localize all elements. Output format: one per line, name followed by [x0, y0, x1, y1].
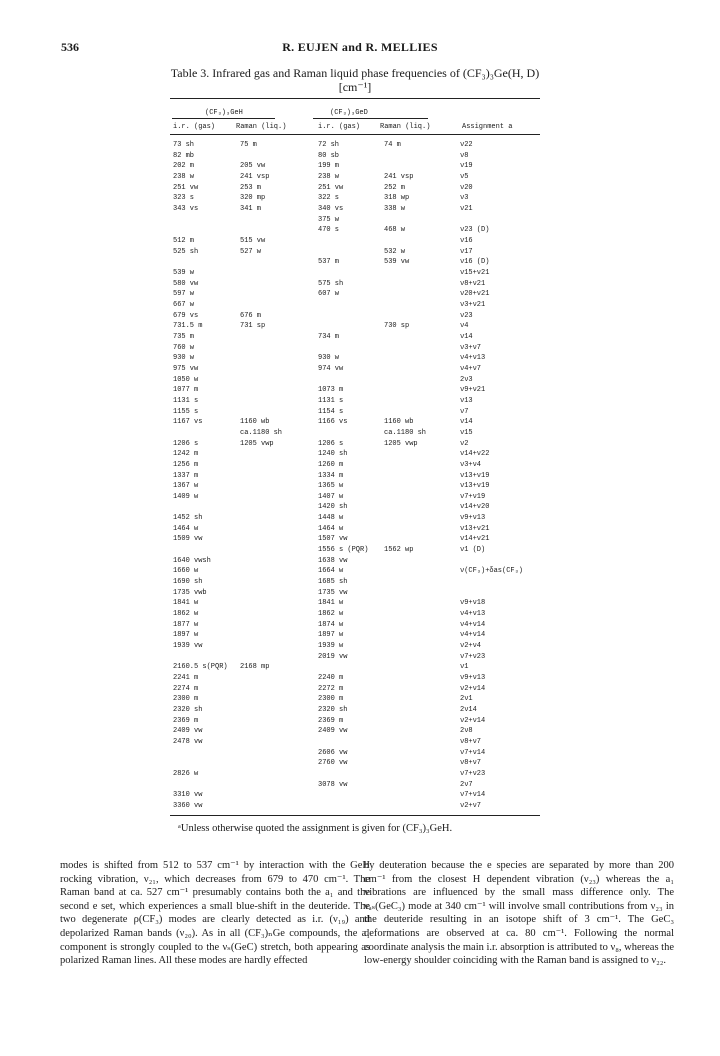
cell-ir-geh: 202 m — [173, 162, 195, 170]
cell-ir-ged: 1464 w — [318, 525, 344, 533]
cell-assignment: ν15+ν21 — [460, 269, 490, 277]
cell-raman-geh: 1205 vwp — [240, 440, 274, 448]
cell-ir-ged: 734 m — [318, 333, 340, 341]
cell-ir-ged: 1735 vw — [318, 589, 348, 597]
cell-ir-ged: 1507 vw — [318, 535, 348, 543]
cell-assignment: ν8+ν7 — [460, 759, 482, 767]
cell-assignment: ν2+ν4 — [460, 642, 482, 650]
cell-assignment: ν4+ν13 — [460, 610, 486, 618]
cell-ir-geh: 539 w — [173, 269, 195, 277]
cell-assignment: ν16 — [460, 237, 473, 245]
cell-raman-geh: ca.1180 sh — [240, 429, 283, 437]
cell-assignment: ν3 — [460, 194, 469, 202]
cell-assignment: ν22 — [460, 141, 473, 149]
cell-ir-geh: 2160.5 s(PQR) — [173, 663, 228, 671]
col-header-assignment: Assignment a — [462, 123, 513, 131]
cell-ir-ged: 3078 vw — [318, 781, 348, 789]
cell-ir-ged: 1939 w — [318, 642, 344, 650]
cell-ir-ged: 375 w — [318, 216, 340, 224]
cell-ir-geh: 343 vs — [173, 205, 199, 213]
cell-ir-ged: 1334 m — [318, 472, 344, 480]
cell-ir-geh: 2369 m — [173, 717, 199, 725]
group-rule-ged — [313, 118, 428, 119]
cell-assignment: ν17 — [460, 248, 473, 256]
cell-ir-ged: 607 w — [318, 290, 340, 298]
table-footnote: ᵃUnless otherwise quoted the assignment is given for (CF₃)₃GeH. — [178, 823, 453, 834]
cell-assignment: ν5 — [460, 173, 469, 181]
cell-ir-geh: 1337 m — [173, 472, 199, 480]
cell-ir-geh: 1077 m — [173, 386, 199, 394]
cell-ir-ged: 1448 w — [318, 514, 344, 522]
cell-ir-ged: 251 vw — [318, 184, 344, 192]
cell-ir-geh: 2409 vw — [173, 727, 203, 735]
cell-ir-geh: 2320 sh — [173, 706, 203, 714]
table-bottom-rule — [170, 815, 540, 816]
cell-ir-geh: 760 w — [173, 344, 195, 352]
cell-assignment: ν14+ν21 — [460, 535, 490, 543]
cell-ir-geh: 2300 m — [173, 695, 199, 703]
cell-ir-ged: 1365 w — [318, 482, 344, 490]
cell-ir-ged: 1166 vs — [318, 418, 348, 426]
cell-ir-geh: 1409 w — [173, 493, 199, 501]
cell-ir-geh: 1841 w — [173, 599, 199, 607]
group-header-ged: (CF₃)₃GeD — [330, 109, 368, 117]
cell-ir-ged: 974 vw — [318, 365, 344, 373]
cell-ir-ged: 238 w — [318, 173, 340, 181]
cell-ir-ged: 2369 m — [318, 717, 344, 725]
cell-ir-ged: 72 sh — [318, 141, 340, 149]
cell-assignment: ν16 (D) — [460, 258, 490, 266]
cell-assignment: ν2 — [460, 440, 469, 448]
cell-assignment: ν1 — [460, 663, 469, 671]
cell-ir-geh: 1509 vw — [173, 535, 203, 543]
cell-ir-geh: 2241 m — [173, 674, 199, 682]
cell-assignment: ν4 — [460, 322, 469, 330]
cell-assignment: ν20 — [460, 184, 473, 192]
cell-assignment: ν2+ν14 — [460, 685, 486, 693]
cell-ir-geh: 1735 vwb — [173, 589, 207, 597]
cell-ir-ged: 1841 w — [318, 599, 344, 607]
cell-ir-ged: 930 w — [318, 354, 340, 362]
cell-ir-geh: 1155 s — [173, 408, 199, 416]
cell-ir-geh: 323 s — [173, 194, 195, 202]
running-head: R. EUJEN and R. MELLIES — [282, 40, 438, 54]
cell-raman-geh: 253 m — [240, 184, 262, 192]
col-header-ir-ged: i.r. (gas) — [318, 123, 361, 131]
cell-ir-geh: 667 w — [173, 301, 195, 309]
cell-assignment: ν7+ν23 — [460, 770, 486, 778]
cell-ir-ged: 1685 sh — [318, 578, 348, 586]
cell-ir-geh: 1256 m — [173, 461, 199, 469]
cell-ir-geh: 1862 w — [173, 610, 199, 618]
cell-assignment: ν15 — [460, 429, 473, 437]
cell-raman-ged: 730 sp — [384, 322, 410, 330]
cell-raman-ged: 1160 wb — [384, 418, 414, 426]
cell-raman-geh: 320 mp — [240, 194, 266, 202]
cell-assignment: ν4+ν7 — [460, 365, 482, 373]
cell-raman-geh: 2168 mp — [240, 663, 270, 671]
cell-ir-ged: 2606 vw — [318, 749, 348, 757]
cell-ir-ged: 322 s — [318, 194, 340, 202]
cell-ir-ged: 2320 sh — [318, 706, 348, 714]
cell-ir-geh: 238 w — [173, 173, 195, 181]
cell-ir-geh: 1464 w — [173, 525, 199, 533]
cell-assignment: ν23 (D) — [460, 226, 490, 234]
table-top-rule — [170, 98, 540, 99]
cell-ir-geh: 1660 w — [173, 567, 199, 575]
cell-ir-ged: 2300 m — [318, 695, 344, 703]
cell-ir-ged: 1420 sh — [318, 503, 348, 511]
cell-assignment: ν7 — [460, 408, 469, 416]
cell-raman-ged: 338 w — [384, 205, 406, 213]
cell-assignment: ν19 — [460, 162, 473, 170]
cell-assignment: ν13+ν19 — [460, 482, 490, 490]
cell-ir-geh: 580 vw — [173, 280, 199, 288]
cell-assignment: 2ν14 — [460, 706, 477, 714]
cell-ir-ged: 2272 m — [318, 685, 344, 693]
cell-assignment: ν2+ν14 — [460, 717, 486, 725]
cell-assignment: ν9+ν13 — [460, 514, 486, 522]
cell-ir-ged: 80 sb — [318, 152, 340, 160]
cell-raman-geh: 676 m — [240, 312, 262, 320]
cell-assignment: ν8 — [460, 152, 469, 160]
cell-ir-ged: 199 m — [318, 162, 340, 170]
page-number: 536 — [61, 40, 79, 54]
cell-raman-geh: 731 sp — [240, 322, 266, 330]
cell-raman-ged: 318 wp — [384, 194, 410, 202]
cell-assignment: 2ν1 — [460, 695, 473, 703]
cell-raman-geh: 527 w — [240, 248, 262, 256]
header-rule — [170, 134, 540, 135]
cell-assignment: ν9+ν21 — [460, 386, 486, 394]
cell-assignment: ν9+ν18 — [460, 599, 486, 607]
cell-ir-geh: 512 m — [173, 237, 195, 245]
cell-raman-ged: 468 w — [384, 226, 406, 234]
cell-assignment: ν2+ν7 — [460, 802, 482, 810]
cell-raman-ged: 252 m — [384, 184, 406, 192]
cell-ir-geh: 1640 vwsh — [173, 557, 211, 565]
cell-ir-geh: 597 w — [173, 290, 195, 298]
cell-assignment: ν7+ν14 — [460, 749, 486, 757]
cell-assignment: ν14+ν20 — [460, 503, 490, 511]
cell-ir-ged: 1131 s — [318, 397, 344, 405]
cell-assignment: ν3+ν21 — [460, 301, 486, 309]
cell-assignment: 2ν3 — [460, 376, 473, 384]
cell-ir-ged: 2240 m — [318, 674, 344, 682]
cell-ir-ged: 575 sh — [318, 280, 344, 288]
cell-ir-ged: 1240 sh — [318, 450, 348, 458]
cell-ir-ged: 340 vs — [318, 205, 344, 213]
cell-raman-geh: 75 m — [240, 141, 257, 149]
cell-ir-geh: 1131 s — [173, 397, 199, 405]
cell-ir-geh: 1939 vw — [173, 642, 203, 650]
cell-assignment: ν1 (D) — [460, 546, 486, 554]
cell-ir-ged: 1897 w — [318, 631, 344, 639]
cell-ir-ged: 1407 w — [318, 493, 344, 501]
group-rule-geh — [172, 118, 275, 119]
cell-assignment: ν14+ν22 — [460, 450, 490, 458]
cell-ir-geh: 525 sh — [173, 248, 199, 256]
cell-ir-geh: 3310 vw — [173, 791, 203, 799]
cell-ir-geh: 3360 vw — [173, 802, 203, 810]
cell-ir-ged: 1664 w — [318, 567, 344, 575]
cell-assignment: ν8+ν7 — [460, 738, 482, 746]
cell-ir-ged: 1638 vw — [318, 557, 348, 565]
cell-ir-geh: 1897 w — [173, 631, 199, 639]
cell-ir-ged: 1556 s (PQR) — [318, 546, 369, 554]
cell-assignment: ν13+ν21 — [460, 525, 490, 533]
cell-raman-ged: 532 w — [384, 248, 406, 256]
cell-assignment: ν4+ν13 — [460, 354, 486, 362]
cell-assignment: ν3+ν7 — [460, 344, 482, 352]
cell-ir-ged: 537 m — [318, 258, 340, 266]
col-header-ir-geh: i.r. (gas) — [173, 123, 216, 131]
cell-ir-ged: 1154 s — [318, 408, 344, 416]
cell-ir-geh: 679 vs — [173, 312, 199, 320]
body-text-left: modes is shifted from 512 to 537 cm⁻¹ by interaction with the GeH rocking vibration, ν₂₁, which decreases from 679 to 470 cm⁻¹. The Raman band at ca. 527 cm⁻¹ presumably contains both the a₁ and the second e set, which experiences a small blue-shift in the deuteride. The two degenerate ρ(CF₃) modes are clearly detected as i.r. (ν₁₉) and depolarized Raman bands (ν₂₀). As in all (CF₃)ₙGe compounds, the a₁ component is strongly coupled to the νₛ(GeC) stretch, both appearing as polarized Raman lines. All these modes are hardly effected — [60, 860, 370, 967]
cell-ir-geh: 975 vw — [173, 365, 199, 373]
cell-assignment: ν20+ν21 — [460, 290, 490, 298]
cell-ir-geh: 1206 s — [173, 440, 199, 448]
cell-ir-ged: 470 s — [318, 226, 340, 234]
cell-raman-geh: 241 vsp — [240, 173, 270, 181]
cell-raman-geh: 1160 wb — [240, 418, 270, 426]
body-text-right: by deuteration because the e species are separated by more than 200 cm⁻¹ from the closest H dependent vibration (ν₂₃) whereas the a₁ vibrations are influenced by the small mass difference only. The νₐₛ(GeC₃) mode at 340 cm⁻¹ will involve small contributions from ν₂₃ in the deuteride resulting in an isotope shift of 3 cm⁻¹. The GeC₃ deformations are observed at ca. 80 cm⁻¹. Following the normal coordinate analysis the main i.r. absorption is attributed to ν₈, whereas the low-energy shoulder coinciding with the Raman band is assigned to ν₂₂. — [364, 860, 674, 967]
cell-ir-geh: 1877 w — [173, 621, 199, 629]
cell-ir-ged: 2409 vw — [318, 727, 348, 735]
cell-assignment: ν23 — [460, 312, 473, 320]
cell-raman-ged: ca.1180 sh — [384, 429, 427, 437]
cell-assignment: ν13+ν19 — [460, 472, 490, 480]
cell-ir-geh: 1367 w — [173, 482, 199, 490]
cell-assignment: 2ν8 — [460, 727, 473, 735]
cell-ir-geh: 2274 m — [173, 685, 199, 693]
cell-ir-ged: 1206 s — [318, 440, 344, 448]
cell-assignment: ν7+ν14 — [460, 791, 486, 799]
cell-assignment: ν14 — [460, 333, 473, 341]
cell-assignment: ν(CF₃)+δas(CF₃) — [460, 567, 524, 575]
cell-assignment: ν7+ν19 — [460, 493, 486, 501]
cell-ir-geh: 735 m — [173, 333, 195, 341]
cell-assignment: ν21 — [460, 205, 473, 213]
cell-ir-geh: 2478 vw — [173, 738, 203, 746]
cell-ir-ged: 1862 w — [318, 610, 344, 618]
cell-ir-geh: 1242 m — [173, 450, 199, 458]
cell-assignment: ν4+ν14 — [460, 621, 486, 629]
cell-raman-ged: 74 m — [384, 141, 401, 149]
cell-ir-ged: 1874 w — [318, 621, 344, 629]
col-header-raman-ged: Raman (liq.) — [380, 123, 431, 131]
cell-ir-ged: 2019 vw — [318, 653, 348, 661]
cell-assignment: ν3+ν4 — [460, 461, 482, 469]
cell-assignment: ν9+ν13 — [460, 674, 486, 682]
cell-ir-ged: 1073 m — [318, 386, 344, 394]
cell-ir-geh: 731.5 m — [173, 322, 203, 330]
cell-raman-ged: 1205 vwp — [384, 440, 418, 448]
cell-raman-geh: 205 vw — [240, 162, 266, 170]
cell-assignment: ν8+ν21 — [460, 280, 486, 288]
cell-ir-geh: 251 vw — [173, 184, 199, 192]
cell-ir-geh: 73 sh — [173, 141, 195, 149]
cell-ir-geh: 1452 sh — [173, 514, 203, 522]
cell-assignment: ν4+ν14 — [460, 631, 486, 639]
cell-ir-ged: 1260 m — [318, 461, 344, 469]
group-header-geh: (CF₃)₃GeH — [205, 109, 243, 117]
cell-ir-geh: 930 w — [173, 354, 195, 362]
cell-ir-geh: 1167 vs — [173, 418, 203, 426]
cell-ir-ged: 2760 vw — [318, 759, 348, 767]
cell-raman-ged: 241 vsp — [384, 173, 414, 181]
cell-assignment: ν13 — [460, 397, 473, 405]
col-header-raman-geh: Raman (liq.) — [236, 123, 287, 131]
cell-raman-geh: 515 vw — [240, 237, 266, 245]
cell-assignment: 2ν7 — [460, 781, 473, 789]
cell-raman-geh: 341 m — [240, 205, 262, 213]
cell-ir-geh: 1050 w — [173, 376, 199, 384]
cell-assignment: ν7+ν23 — [460, 653, 486, 661]
table-caption: Table 3. Infrared gas and Raman liquid phase frequencies of (CF₃)₃Ge(H, D) [cm⁻¹] — [170, 66, 540, 94]
cell-raman-ged: 1562 wp — [384, 546, 414, 554]
cell-assignment: ν14 — [460, 418, 473, 426]
cell-ir-geh: 1690 sh — [173, 578, 203, 586]
cell-ir-geh: 2826 w — [173, 770, 199, 778]
cell-raman-ged: 539 vw — [384, 258, 410, 266]
cell-ir-geh: 82 mb — [173, 152, 195, 160]
